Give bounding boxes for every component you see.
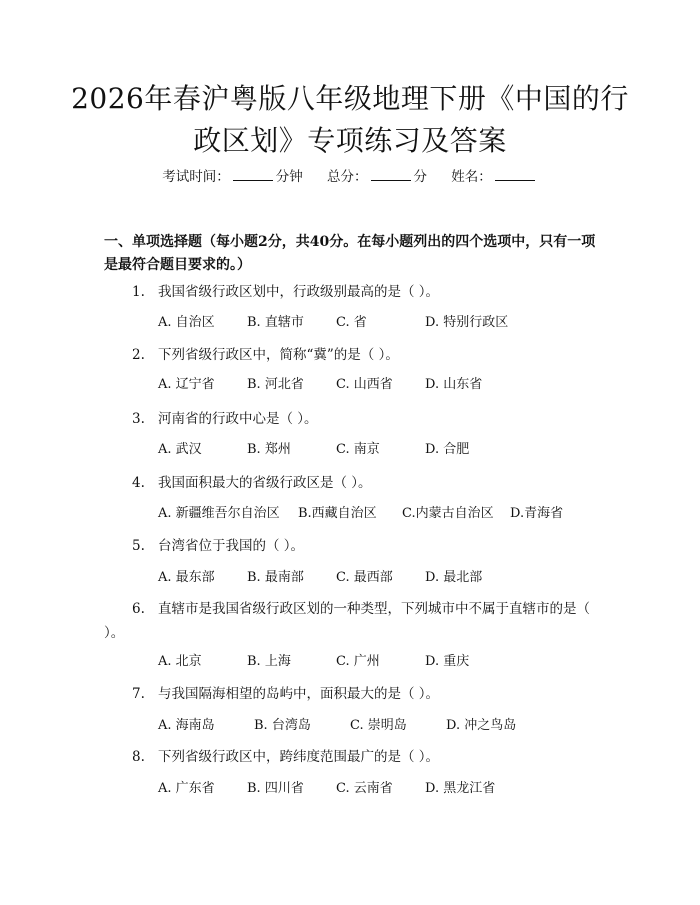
option-a: A. 辽宁省 bbox=[158, 377, 215, 392]
option-b: B. 直辖市 bbox=[247, 315, 304, 330]
question-7 bbox=[132, 684, 612, 704]
option-c: C. 崇明岛 bbox=[350, 718, 407, 733]
option-b: B.西藏自治区 bbox=[298, 506, 377, 521]
page-title: 2026年春沪粤版八年级地理下册《中国的行政区划》专项练习及答案 bbox=[71, 82, 629, 157]
question-text: 我国面积最大的省级行政区是（ ）。 bbox=[158, 475, 372, 491]
question-number: 5. bbox=[132, 538, 145, 554]
question-text: 直辖市是我国省级行政区划的一种类型，下列城市中不属于直辖市的是（ ）。 bbox=[104, 601, 590, 641]
exam-meta-line bbox=[0, 167, 700, 187]
question-2 bbox=[132, 345, 612, 365]
question-text: 下列省级行政区中，简称“冀”的是（ ）。 bbox=[158, 347, 399, 363]
section-heading: 一、单项选择题（每小题2分，共40分。在每小题列出的四个选项中，只有一项是最符合题目要求的。） bbox=[104, 234, 596, 273]
question-text: 下列省级行政区中，跨纬度范围最广的是（ ）。 bbox=[158, 749, 440, 765]
total-score-unit: 分 bbox=[413, 169, 427, 185]
exam-time-field bbox=[162, 167, 303, 187]
option-a: A. 最东部 bbox=[158, 570, 215, 585]
question-5-options bbox=[158, 568, 598, 588]
option-c: C. 省 bbox=[336, 315, 367, 330]
exam-time-blank bbox=[233, 168, 273, 181]
question-5 bbox=[132, 536, 612, 556]
question-6 bbox=[104, 597, 604, 645]
option-c: C. 南京 bbox=[336, 442, 380, 457]
question-number: 6. bbox=[132, 601, 145, 617]
option-b: B. 台湾岛 bbox=[254, 718, 311, 733]
question-text: 我国省级行政区划中，行政级别最高的是（ ）。 bbox=[158, 284, 440, 300]
option-c: C. 广州 bbox=[336, 654, 380, 669]
question-6-options bbox=[158, 652, 598, 672]
option-c: C. 云南省 bbox=[336, 781, 393, 796]
question-number: 3. bbox=[132, 411, 145, 427]
option-c: C. 最西部 bbox=[336, 570, 393, 585]
question-4-options bbox=[158, 504, 598, 524]
exam-time-label: 考试时间： bbox=[162, 169, 230, 185]
name-label: 姓名： bbox=[451, 169, 492, 185]
question-number: 7. bbox=[132, 686, 145, 702]
option-a: A. 北京 bbox=[158, 654, 202, 669]
option-a: A. 海南岛 bbox=[158, 718, 215, 733]
question-3 bbox=[132, 409, 612, 429]
option-c: C. 山西省 bbox=[336, 377, 393, 392]
question-text: 与我国隔海相望的岛屿中，面积最大的是（ ）。 bbox=[158, 686, 440, 702]
question-number: 4. bbox=[132, 475, 145, 491]
question-8-options bbox=[158, 779, 598, 799]
option-d: D. 山东省 bbox=[425, 377, 483, 392]
question-number: 2. bbox=[132, 347, 145, 363]
option-a: A. 新疆维吾尔自治区 bbox=[158, 506, 280, 521]
option-b: B. 最南部 bbox=[247, 570, 304, 585]
option-a: A. 广东省 bbox=[158, 781, 215, 796]
question-3-options bbox=[158, 440, 598, 460]
option-b: B. 上海 bbox=[247, 654, 291, 669]
option-d: D. 冲之鸟岛 bbox=[446, 718, 517, 733]
question-8 bbox=[132, 747, 612, 767]
option-d: D. 最北部 bbox=[425, 570, 483, 585]
option-c: C.内蒙古自治区 bbox=[402, 506, 494, 521]
exam-time-unit: 分钟 bbox=[275, 169, 303, 185]
question-number: 1. bbox=[132, 284, 145, 300]
question-1-options bbox=[158, 313, 598, 333]
option-b: B. 四川省 bbox=[247, 781, 304, 796]
option-d: D. 特别行政区 bbox=[425, 315, 509, 330]
option-d: D. 黑龙江省 bbox=[425, 781, 496, 796]
total-score-field bbox=[327, 167, 427, 187]
total-score-blank bbox=[371, 168, 411, 181]
option-d: D. 重庆 bbox=[425, 654, 470, 669]
option-a: A. 武汉 bbox=[158, 442, 202, 457]
question-text: 河南省的行政中心是（ ）。 bbox=[158, 411, 318, 427]
option-b: B. 郑州 bbox=[247, 442, 291, 457]
option-d: D. 合肥 bbox=[425, 442, 470, 457]
question-number: 8. bbox=[132, 749, 145, 765]
option-a: A. 自治区 bbox=[158, 315, 215, 330]
total-score-label: 总分： bbox=[327, 169, 368, 185]
question-7-options bbox=[158, 716, 598, 736]
name-blank bbox=[495, 168, 535, 181]
question-4 bbox=[132, 473, 612, 493]
question-2-options bbox=[158, 375, 598, 395]
option-d: D.青海省 bbox=[510, 506, 564, 521]
name-field bbox=[451, 167, 538, 187]
option-b: B. 河北省 bbox=[247, 377, 304, 392]
question-text: 台湾省位于我国的（ ）。 bbox=[158, 538, 305, 554]
question-1 bbox=[132, 282, 612, 302]
